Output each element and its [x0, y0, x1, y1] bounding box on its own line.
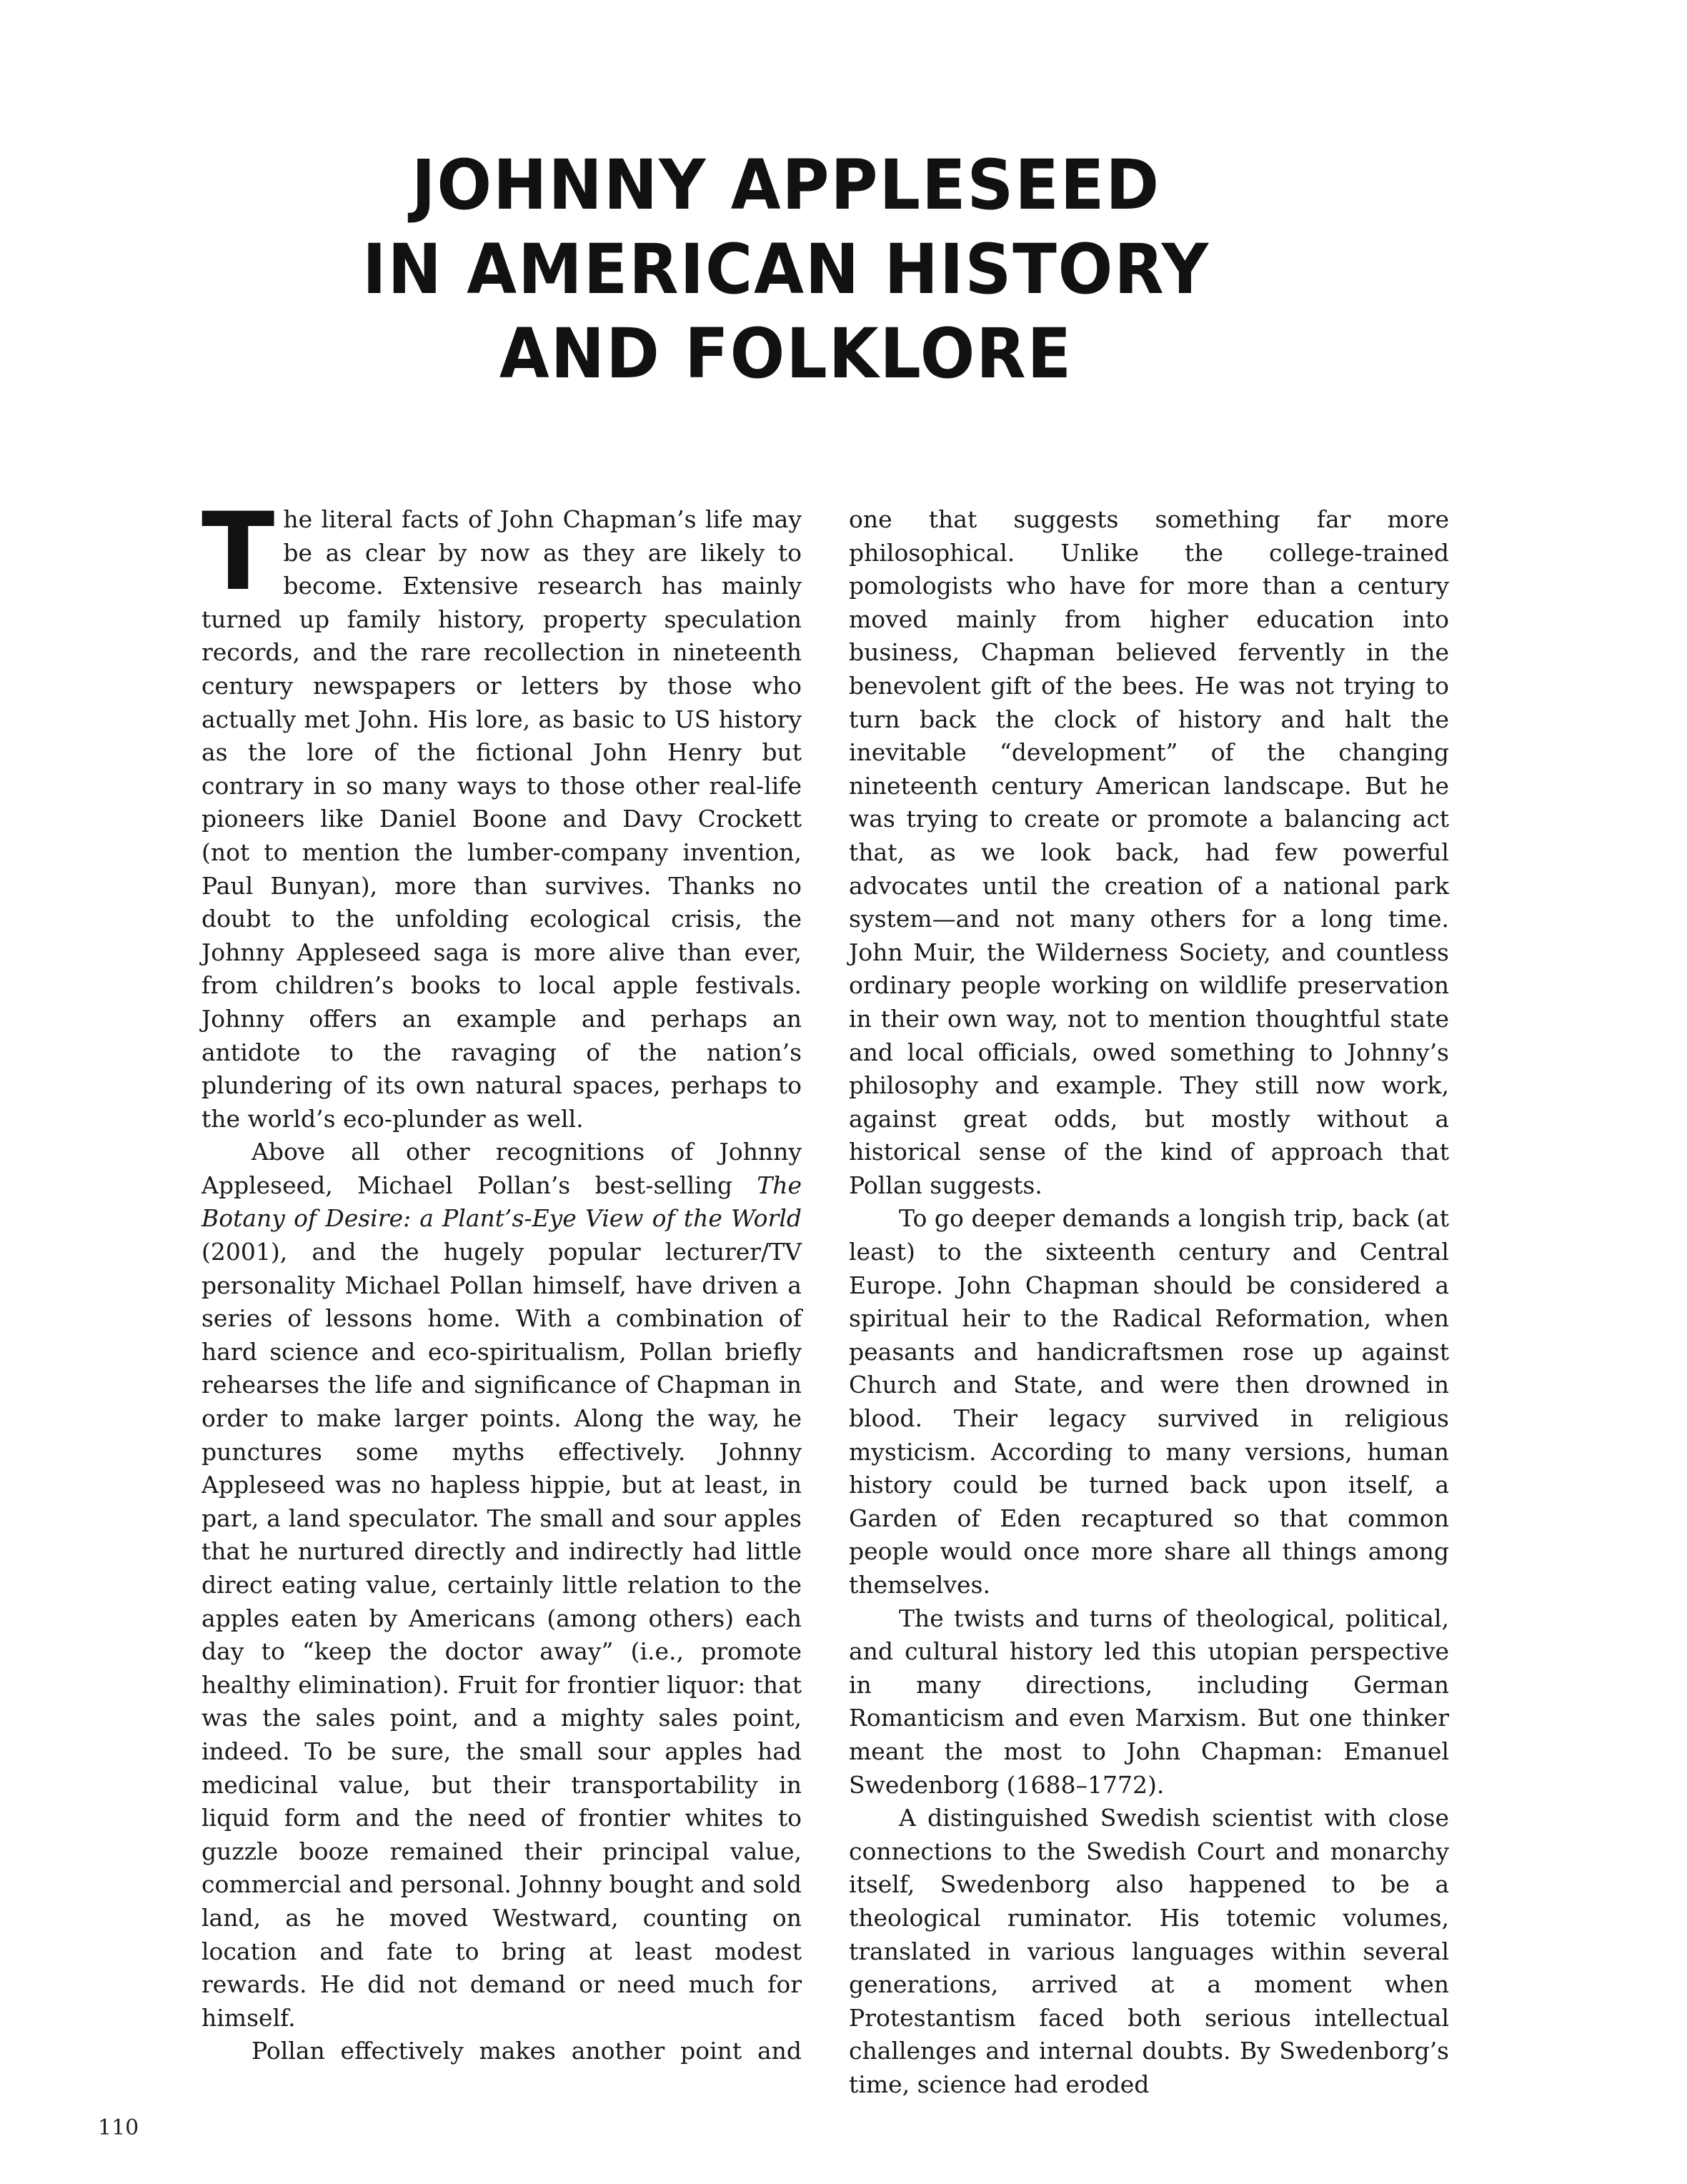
left-column	[201, 490, 802, 2068]
paragraph-1-text: he literal facts of John Chapman’s life may be as clear by now as they are likely to become. Extensive research has mainly turned up family history, property speculation records, and the rare recollection in nineteenth century newspapers or letters by those who actually met John. His lore, as basic to US history as the lore of the fictional John Henry but contrary in so many ways to those other real-life pioneers like Daniel Boone and Davy Crockett (not to mention the lumber-company invention, Paul Bunyan), more than survives. Thanks no doubt to the unfolding ecological crisis, the Johnny Appleseed saga is more alive than ever, from children’s books to local apple festivals. Johnny offers an example and perhaps an antidote to the ravaging of the nation’s plundering of its own natural spaces, perhaps to the world’s eco-plunder as well.	[201, 505, 802, 1133]
paragraph-1	[201, 490, 802, 1136]
paragraph-3: Pollan effectively makes another point and	[252, 2037, 802, 2065]
title-line-3: AND FOLKLORE	[499, 314, 1073, 394]
paragraph-2-text-b: (2001), and the hugely popular lecturer/TV personality Michael Pollan himself, have driven a series of lessons home. With a combination of hard science and eco-spiritualism, Pollan briefly rehearses the life and significance of Chapman in order to make larger points. Along the way, he punctures some myths effectively. Johnny Appleseed was no hapless hippie, but at least, in part, a land speculator. The small and sour apples that he nurtured directly and indirectly had little direct eating value, certainly little relation to the apples eaten by Americans (among others) each day to “keep the doctor away” (i.e., promote healthy elimination). Fruit for frontier liquor: that was the sales point, and a mighty sales point, indeed. To be sure, the small sour apples had medicinal value, but their transportability in liquid form and the need of frontier whites to guzzle booze remained their principal value, commercial and personal. Johnny bought and sold land, as he moved Westward, counting on location and fate to bring at least modest rewards. He did not demand or need much for himself.	[201, 1238, 802, 2032]
paragraph-6: The twists and turns of theological, political, and cultural history led this utopian perspective in many directions, including German Romanticism and even Marxism. But one thinker meant the most to John Chapman: Emanuel Swedenborg (1688–1772).	[849, 1604, 1449, 1799]
paragraph-7: A distinguished Swedish scientist with close connections to the Swedish Court and monarchy itself, Swedenborg also happened to be a theological ruminator. His totemic volumes, translated in various languages within several generations, arrived at a moment when Protestantism faced both serious intellectual challenges and internal doubts. By Swedenborg’s time, science had eroded	[849, 1804, 1449, 2098]
paragraph-5: To go deeper demands a longish trip, back (at least) to the sixteenth century and Central Europe. John Chapman should be considered a spiritual heir to the Radical Reformation, when peasants and handicraftsmen rose up against Church and State, and were then drowned in blood. Their legacy survived in religious mysticism. According to many versions, human history could be turned back upon itself, a Garden of Eden recaptured so that common people would once more share all things among themselves.	[849, 1204, 1449, 1599]
paragraph-2-text-a: Above all other recognitions of Johnny Appleseed, Michael Pollan’s best-selling	[201, 1138, 802, 1199]
title-line-1: JOHNNY APPLESEED	[411, 145, 1161, 225]
book-title: The Botany of Desire: a Plant’s-Eye View of the World	[201, 1171, 802, 1233]
title-line-2: IN AMERICAN HISTORY	[362, 229, 1210, 309]
paragraph-4: one that suggests something far more philosophical. Unlike the college-trained pomologists who have for more than a century moved mainly from higher education into business, Chapman believed fervently in the benevolent gift of the bees. He was not trying to turn back the clock of history and halt the inevitable “development” of the changing nineteenth century American landscape. But he was trying to create or promote a balancing act that, as we look back, had few powerful advocates until the creation of a national park system—and not many others for a long time. John Muir, the Wilderness Society, and countless ordinary people working on wildlife preservation in their own way, not to mention thoughtful state and local officials, owed something to Johnny’s philosophy and example. They still now work, against great odds, but mostly without a historical sense of the kind of approach that Pollan suggests.	[849, 505, 1449, 1199]
paragraph-2	[201, 1136, 802, 2035]
page-number: 110	[98, 2115, 139, 2140]
right-column	[849, 503, 1449, 2102]
chapter-title	[214, 143, 1358, 396]
drop-cap: T	[201, 490, 275, 615]
